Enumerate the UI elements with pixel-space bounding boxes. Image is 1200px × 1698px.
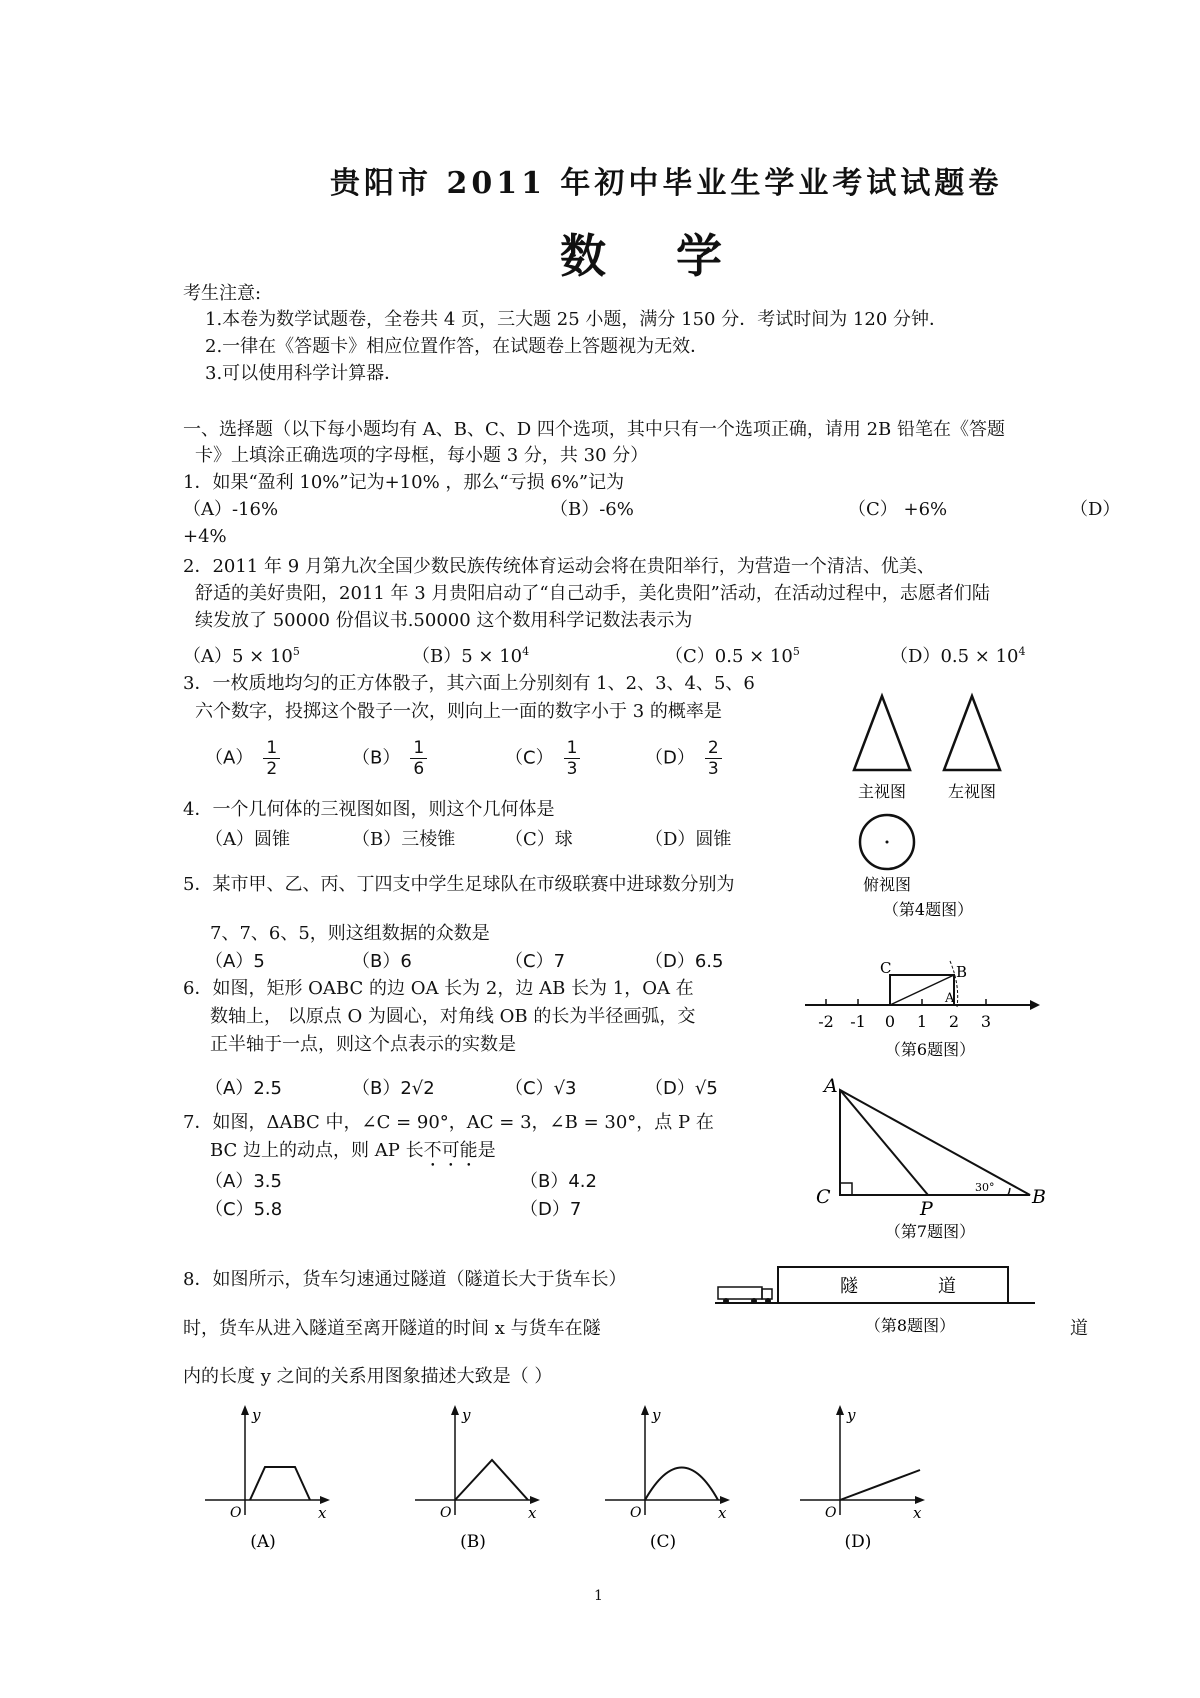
q6-line3: 正半轴于一点，则这个点表示的实数是 [210, 1034, 516, 1055]
graph-curve [250, 1467, 310, 1500]
q3-line2: 六个数字，投掷这个骰子一次，则向上一面的数字小于 3 的概率是 [195, 701, 722, 722]
q2-option-b: $(B)5 \times 10^4$ [412, 645, 530, 667]
q3-line1: 3．一枚质地均匀的正方体骰子，其六面上分别刻有 1、2、3、4、5、6 [183, 673, 755, 694]
q1-stem: 1．如果“盈利 10%”记为+10% ，那么“亏损 6%”记为 [183, 472, 625, 493]
q2-option-a: $(A)5 \times 10^5$ [183, 645, 300, 667]
q6-line1: 6．如图，矩形 OABC 的边 OA 长为 2，边 AB 长为 1，OA 在 [183, 978, 694, 999]
tick-label: -2 [818, 1012, 834, 1031]
q8-line2-tail: 道 [1070, 1318, 1088, 1339]
front-view-label: 主视图 [857, 782, 907, 801]
triangle-abc [840, 1090, 1030, 1195]
origin-label: O [440, 1505, 452, 1521]
figure-7-triangle [810, 1075, 1060, 1245]
vertex-c-label: C [816, 1186, 831, 1208]
q4-option-a: （A）圆锥 [205, 829, 290, 850]
y-axis-label: y [252, 1406, 261, 1424]
figure-7-caption: （第7题图） [884, 1222, 976, 1241]
left-view-label: 左视图 [947, 782, 997, 801]
x-axis-label: x [318, 1504, 327, 1522]
x-axis-arrow [720, 1496, 730, 1504]
tick-label: 0 [884, 1012, 896, 1031]
vertex-a-label: A [824, 1075, 838, 1097]
q6-option-d: （D）√5 [645, 1078, 718, 1099]
q1-option-a: （A）-16% [183, 499, 279, 520]
graph-option [800, 1405, 925, 1550]
tick-label: 2 [948, 1012, 960, 1031]
q5-option-a: （A）5 [205, 951, 265, 972]
q8-line3: 内的长度 y 之间的关系用图象描述大致是（ ） [183, 1366, 553, 1387]
q7-option-a: （A）3.5 [205, 1171, 282, 1192]
left-view-triangle [944, 696, 1000, 770]
notice-item-2: 2.一律在《答题卡》相应位置作答，在试题卷上答题视为无效． [205, 336, 709, 357]
q4-option-d: （D）圆锥 [645, 829, 732, 850]
point-a-label: A [945, 991, 955, 1006]
x-axis-arrow [915, 1496, 925, 1504]
y-axis-label: y [652, 1406, 661, 1424]
segment-ap [840, 1090, 928, 1195]
q4-option-b: （B）三棱锥 [352, 829, 456, 850]
y-axis-arrow [641, 1405, 649, 1415]
point-c-label: C [880, 959, 892, 977]
q5-line2: 7、7、6、5，则这组数据的众数是 [210, 923, 490, 944]
graph-curve [840, 1470, 920, 1500]
top-view-center-dot [886, 841, 889, 844]
tick-label: 1 [916, 1012, 928, 1031]
q6-line2: 数轴上， 以原点 O 为圆心，对角线 OB 的长为半径画弧，交 [210, 1006, 696, 1027]
x-axis-label: x [913, 1504, 922, 1522]
q1-option-d-value: +4% [183, 526, 227, 547]
y-axis-arrow [836, 1405, 844, 1415]
q2-line3: 续发放了 50000 份倡议书.50000 这个数用科学记数法表示为 [195, 610, 693, 631]
q5-line1: 5．某市甲、乙、丙、丁四支中学生足球队在市级联赛中进球数分别为 [183, 874, 735, 895]
q6-option-c: （C）√3 [505, 1078, 577, 1099]
number-line-arrow [1030, 1000, 1040, 1010]
q5-option-d: （D）6.5 [645, 951, 724, 972]
graph-curve [645, 1468, 718, 1501]
notice-item-3: 3.可以使用科学计算器． [205, 363, 403, 384]
origin-label: O [825, 1505, 837, 1521]
subject-title: 数学 [560, 229, 792, 283]
q3-option-b: （B） $\frac{1}{6}$ [352, 738, 427, 779]
graph-option [205, 1405, 330, 1550]
tunnel-label-1: 隧 [840, 1276, 858, 1297]
q3-option-c: （C） $\frac{1}{3}$ [505, 738, 580, 779]
q7-option-b: （B）4.2 [520, 1171, 597, 1192]
tick-label: 3 [980, 1012, 992, 1031]
q8-line1: 8．如图所示，货车匀速通过隧道（隧道长大于货车长） [183, 1269, 627, 1290]
x-axis-label: x [718, 1504, 727, 1522]
q3-option-a: （A） $\frac{1}{2}$ [205, 738, 280, 779]
notice-item-1: 1.本卷为数学试题卷，全卷共 4 页，三大题 25 小题，满分 150 分．考试时间为 120 分钟． [205, 309, 948, 330]
exam-title: 贵阳市 2011 年初中毕业生学业考试试题卷 [330, 166, 1003, 201]
origin-label: O [630, 1505, 642, 1521]
q1-option-c: （C） +6% [848, 499, 948, 520]
q7-option-d: （D）7 [520, 1199, 582, 1220]
figure-6-caption: （第6题图） [884, 1040, 976, 1059]
graph-option-label: (D) [844, 1532, 872, 1550]
q8-answer-graphs [200, 1405, 1000, 1550]
graph-option-label: (B) [460, 1532, 486, 1550]
q2-option-d: $(D)0.5 \times 10^4$ [890, 645, 1026, 667]
q5-option-c: （C）7 [505, 951, 566, 972]
graph-curve [455, 1460, 528, 1500]
tunnel-label-2: 道 [938, 1276, 956, 1297]
front-view-triangle [854, 696, 910, 770]
tunnel-rect [778, 1267, 1008, 1303]
section-1-header-line2: 卡》上填涂正确选项的字母框，每小题 3 分，共 30 分） [195, 445, 649, 466]
q2-line2: 舒适的美好贵阳，2011 年 3 月贵阳启动了“自己动手，美化贵阳”活动，在活动过程中，志愿者们陆 [195, 583, 990, 604]
figure-8-tunnel [710, 1255, 1040, 1335]
q2-line1: 2．2011 年 9 月第九次全国少数民族传统体育运动会将在贵阳举行，为营造一个清洁、优美、 [183, 556, 935, 577]
q6-option-b: （B）2√2 [352, 1078, 435, 1099]
graph-option [415, 1405, 540, 1550]
page-number: 1 [594, 1588, 603, 1604]
q4-option-c: （C）球 [505, 829, 573, 850]
y-axis-arrow [451, 1405, 459, 1415]
notice-heading: 考生注意: [183, 283, 262, 304]
y-axis-label: y [462, 1406, 471, 1424]
vertex-b-label: B [1032, 1186, 1046, 1208]
x-axis-arrow [530, 1496, 540, 1504]
q4-stem: 4．一个几何体的三视图如图，则这个几何体是 [183, 799, 555, 820]
point-b-label: B [956, 963, 968, 981]
angle-b-arc [1008, 1188, 1010, 1195]
origin-label: O [230, 1505, 242, 1521]
q7-line2: BC 边上的动点，则 AP 长不可能是 [210, 1140, 496, 1161]
point-p-label: P [920, 1198, 933, 1220]
right-angle-mark [840, 1183, 852, 1195]
q5-option-b: （B）6 [352, 951, 412, 972]
y-axis-label: y [847, 1406, 856, 1424]
figure-8-caption: （第8题图） [864, 1316, 956, 1335]
graph-option-label: (C) [649, 1532, 677, 1550]
q6-option-a: （A）2.5 [205, 1078, 282, 1099]
graph-option [605, 1405, 730, 1550]
figure-6-number-line [800, 955, 1040, 1065]
graph-option-label: (A) [250, 1532, 276, 1550]
figure-4-three-views [840, 690, 1020, 920]
q7-option-c: （C）5.8 [205, 1199, 283, 1220]
truck [718, 1287, 772, 1304]
section-1-header-line1: 一、选择题（以下每小题均有 A、B、C、D 四个选项，其中只有一个选项正确，请用 2B 铅笔在《答题 [183, 419, 1005, 440]
angle-30-label: 30° [975, 1181, 995, 1194]
q1-option-b: （B）-6% [550, 499, 634, 520]
y-axis-arrow [241, 1405, 249, 1415]
tick-label: -1 [850, 1012, 866, 1031]
x-axis-label: x [528, 1504, 537, 1522]
q2-option-c: $(C)0.5 \times 10^5$ [665, 645, 800, 667]
x-axis-arrow [320, 1496, 330, 1504]
figure-4-caption: （第4题图） [882, 900, 974, 919]
top-view-label: 俯视图 [862, 875, 912, 894]
q8-line2: 时，货车从进入隧道至离开隧道的时间 x 与货车在隧 [183, 1318, 601, 1339]
q3-option-d: （D） $\frac{2}{3}$ [645, 738, 722, 779]
q1-option-d: （D） [1070, 499, 1121, 520]
q7-line1: 7．如图，ΔABC 中，∠C = 90°，AC = 3，∠B = 30°，点 P 在 [183, 1112, 714, 1133]
